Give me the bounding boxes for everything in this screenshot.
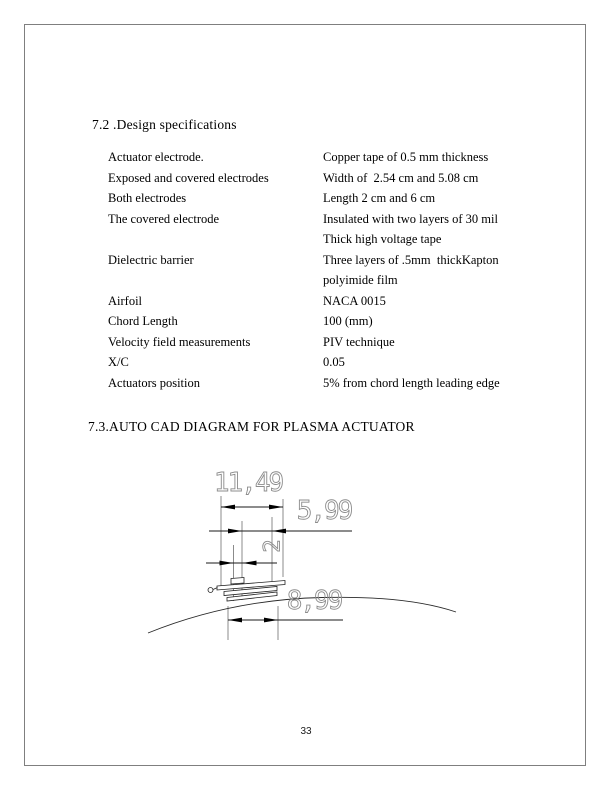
spec-row	[108, 270, 568, 291]
spec-label: Both electrodes	[108, 191, 187, 205]
dimension-text-small: 2	[260, 541, 286, 553]
spec-value: 0.05	[323, 355, 345, 369]
spec-row	[108, 229, 568, 250]
specifications-table	[108, 147, 568, 393]
spec-row	[108, 291, 568, 312]
page-number: 33	[300, 726, 312, 737]
spec-row	[108, 311, 568, 332]
spec-label: Exposed and covered electrodes	[108, 170, 269, 185]
spec-value: Insulated with two layers of 30 mil	[323, 211, 498, 226]
section-heading-design-specifications: 7.2 .Design specifications	[92, 117, 237, 132]
spec-row	[108, 188, 568, 209]
spec-row	[108, 250, 568, 271]
spec-label: Airfoil	[108, 293, 143, 308]
spec-row	[108, 168, 568, 189]
spec-label: Chord Length	[108, 314, 178, 328]
spec-row	[108, 332, 568, 353]
spec-row	[108, 147, 568, 168]
dimension-text-total: 11,49	[213, 468, 283, 498]
spec-value: Width of 2.54 cm and 5.08 cm	[323, 170, 479, 185]
spec-row	[108, 373, 568, 394]
dimension-text-exposed: 5,99	[296, 496, 352, 526]
spec-value: polyimide film	[323, 273, 398, 287]
spec-value: Length 2 cm and 6 cm	[323, 191, 436, 205]
spec-row	[108, 209, 568, 230]
spec-label: Actuators position	[108, 375, 201, 390]
spec-value: Thick high voltage tape	[323, 232, 442, 246]
spec-label	[108, 270, 323, 291]
section-heading-autocad-diagram: 7.3.AUTO CAD DIAGRAM FOR PLASMA ACTUATOR	[88, 419, 415, 434]
spec-value: NACA 0015	[323, 293, 386, 308]
spec-row	[108, 352, 568, 373]
spec-value: Three layers of .5mm thickKapton	[323, 252, 499, 267]
spec-label: Actuator electrode.	[108, 150, 204, 164]
page-border	[24, 24, 586, 766]
spec-label: Dielectric barrier	[108, 252, 194, 267]
spec-label	[108, 229, 323, 250]
spec-value: 5% from chord length leading edge	[323, 375, 500, 390]
spec-value: 100 (mm)	[323, 314, 373, 328]
spec-value: PIV technique	[323, 334, 395, 349]
spec-label: X/C	[108, 355, 129, 369]
spec-value: Copper tape of 0.5 mm thickness	[323, 150, 489, 164]
spec-label: Velocity field measurements	[108, 334, 251, 349]
dimension-text-lower: 8,99	[286, 586, 342, 616]
spec-label: The covered electrode	[108, 211, 220, 226]
